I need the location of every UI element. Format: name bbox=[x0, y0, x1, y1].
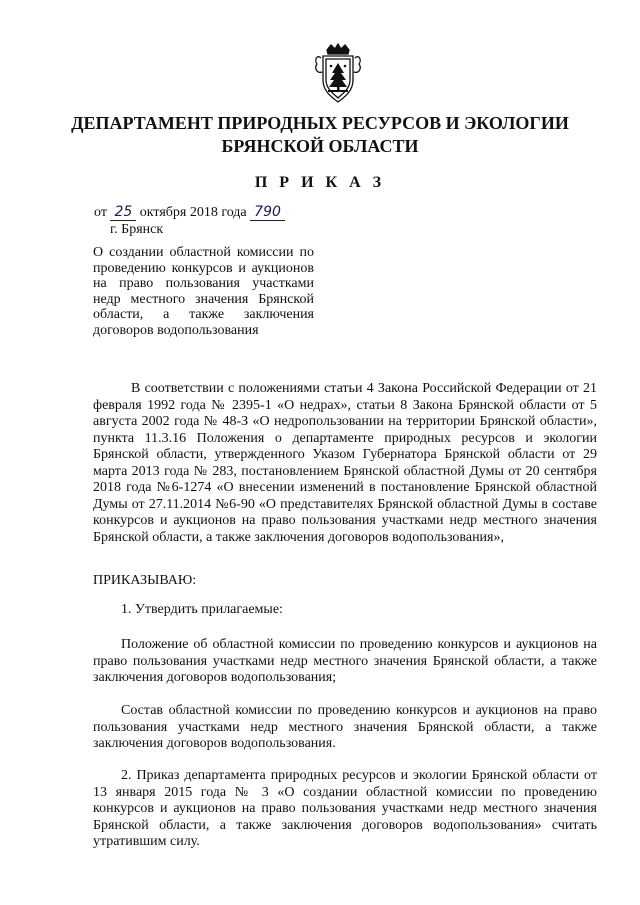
decree-word: ПРИКАЗЫВАЮ: bbox=[93, 573, 197, 588]
order-city: г. Брянск bbox=[110, 222, 164, 237]
department-line-2: БРЯНСКОЙ ОБЛАСТИ bbox=[221, 136, 419, 156]
order-subject: О создании областной комиссии по проведению конкурсов и аукционов на право пользования участками недр местного значения Брянской области, а также заключения договоров водопользования bbox=[93, 245, 314, 338]
coat-of-arms-icon bbox=[313, 42, 363, 104]
document-type: П Р И К А З bbox=[254, 174, 386, 191]
item-1-heading: 1. Утвердить прилагаемые: bbox=[121, 602, 283, 617]
order-day: 25 bbox=[110, 204, 136, 221]
order-month-year: октября 2018 года bbox=[139, 205, 247, 220]
preamble-paragraph: В соответствии с положениями статьи 4 Закона Российской Федерации от 21 февраля 1992 года № 2395-1 «О недрах», статьи 8 Закона Брянской области от 5 августа 2002 года № 48-З «О недропользовании на территории Брянской области», пункта 11.3.16 Положения о департаменте природных ресурсов и экологии Брянской области, утвержденного Указом Губернатора Брянской области от 29 марта 2013 года № 283, постановлением Брянской областной Думы от 20 сентября 2018 года №6-1274 «О внесении изменений в постановление Брянской областной Думы от 27.11.2014 №6-90 «О представителях Брянской областной Думы в составе конкурсов и аукционов на право пользования участками недр местного значения Брянской области, а также заключения договоров водопользования», bbox=[93, 381, 597, 545]
date-prefix: от bbox=[94, 205, 107, 220]
item-2-paragraph: 2. Приказ департамента природных ресурсов и экологии Брянской области от 13 января 2015 года № 3 «О создании областной комиссии по проведению конкурсов и аукционов на право пользования участками недр местного значения Брянской области, а также заключения договоров водопользования» считать утратившим силу. bbox=[93, 768, 597, 849]
department-name bbox=[40, 112, 600, 158]
order-number: 790 bbox=[250, 204, 285, 221]
item-1-regulation: Положение об областной комиссии по проведению конкурсов и аукционов на право пользования участками недр местного значения Брянской области, а также заключения договоров водопользования; bbox=[93, 637, 597, 685]
item-1-composition: Состав областной комиссии по проведению конкурсов и аукционов на право пользования участками недр местного значения Брянской области, а также заключения договоров водопользования. bbox=[93, 703, 597, 751]
order-date-line bbox=[94, 204, 285, 221]
department-line-1: ДЕПАРТАМЕНТ ПРИРОДНЫХ РЕСУРСОВ И ЭКОЛОГИИ bbox=[71, 113, 569, 133]
